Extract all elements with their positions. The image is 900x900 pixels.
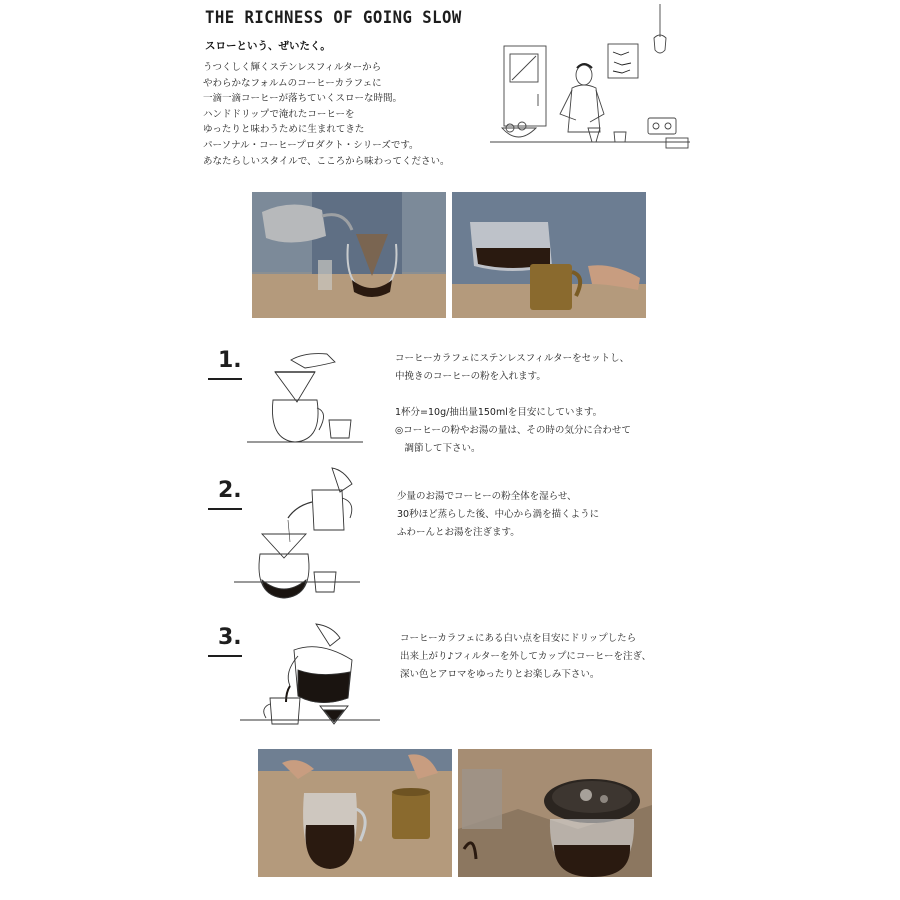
step-2-number: 2.: [218, 478, 242, 503]
step-1-text: [395, 350, 631, 458]
step-1-number: 1.: [218, 348, 242, 373]
intro-line: 一滴一滴コーヒーが落ちていくスローな時間。: [203, 93, 403, 105]
step-2-line: 30秒ほど蒸らした後、中心から渦を描くように: [397, 509, 600, 520]
step-2-text: [397, 488, 599, 542]
step-2-line: 少量のお湯でコーヒーの粉全体を湿らせ、: [397, 491, 577, 502]
step-1-line: 調節して下さい。: [395, 443, 481, 454]
intro-line: ゆったりと味わうために生まれてきた: [203, 124, 365, 136]
barista-sketch-illustration: [480, 2, 700, 170]
step-3-text: [400, 630, 651, 684]
step-3-number: 3.: [218, 625, 242, 650]
step-1-line: 1杯分=10g/抽出量150mlを目安にしています。: [395, 407, 603, 418]
intro-text: [203, 60, 493, 169]
page-title: THE RICHNESS OF GOING SLOW: [205, 8, 462, 28]
step-3-line: 出来上がり♪フィルターを外してカップにコーヒーを注ぎ、: [400, 651, 652, 662]
intro-line: あなたらしいスタイルで、こころから味わってください。: [203, 155, 450, 167]
step-3-underline: [208, 655, 242, 657]
photo-filter-closeup: [458, 749, 652, 877]
page-subtitle: スローという、ぜいたく。: [205, 40, 331, 52]
photo-pouring-kettle: [252, 192, 446, 318]
step-3-illustration: [240, 620, 380, 726]
step-3-line: 深い色とアロマをゆったりとお楽しみ下さい。: [400, 669, 600, 680]
step-3-line: コーヒーカラフェにある白い点を目安にドリップしたら: [400, 633, 637, 644]
step-2-line: ふわーんとお湯を注ぎます。: [397, 527, 520, 538]
photo-carafe-and-mug: [258, 749, 452, 877]
step-1-line: ◎コーヒーの粉やお湯の量は、その時の気分に合わせて: [395, 425, 631, 436]
intro-line: やわらかなフォルムのコーヒーカラフェに: [203, 77, 382, 89]
intro-line: パーソナル・コーヒープロダクト・シリーズです。: [203, 139, 419, 151]
photo-pouring-into-mug: [452, 192, 646, 318]
intro-line: うつくしく輝くステンレスフィルターから: [203, 62, 382, 73]
step-1-illustration: [245, 350, 365, 452]
step-1-line: コーヒーカラフェにステンレスフィルターをセットし、: [395, 353, 630, 364]
step-1-line: [395, 386, 631, 404]
step-1-underline: [208, 378, 242, 380]
intro-line: ハンドドリップで淹れたコーヒーを: [203, 108, 355, 120]
step-2-illustration: [232, 462, 362, 602]
step-1-line: 中挽きのコーヒーの粉を入れます。: [395, 371, 546, 382]
